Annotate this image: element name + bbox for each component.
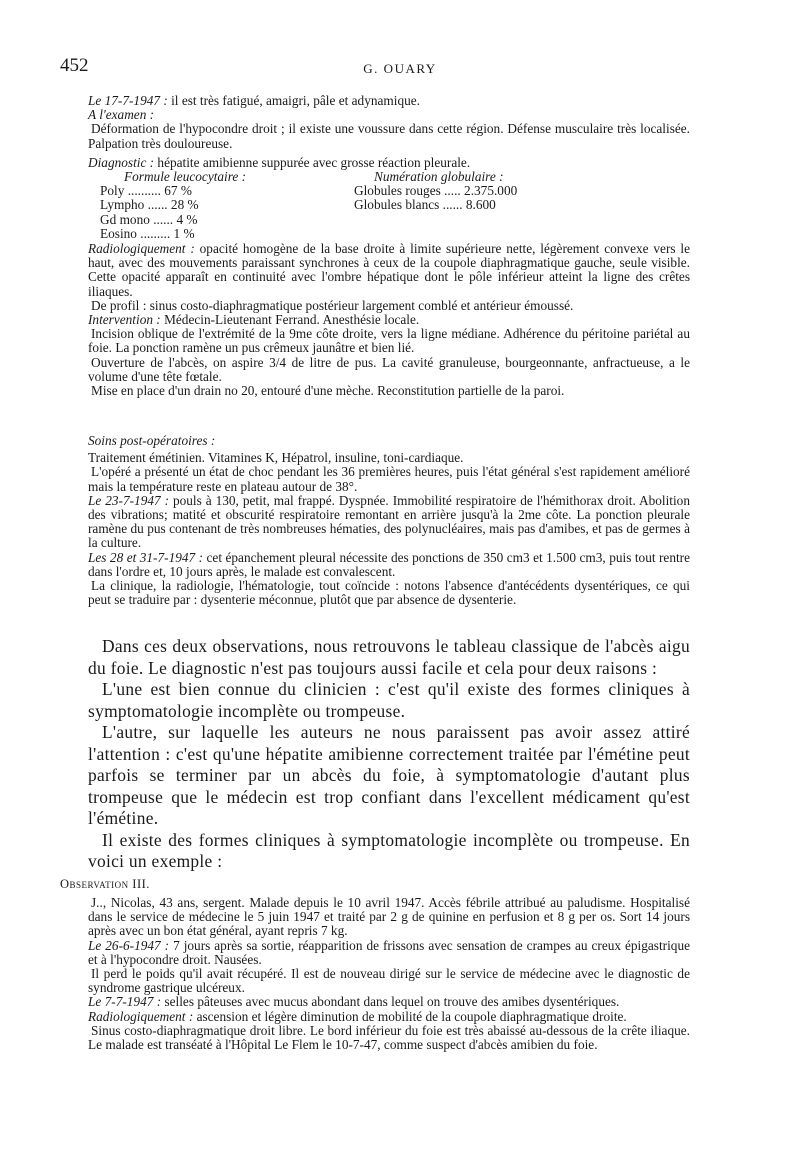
date-label: Le 17-7-1947 : [88, 93, 168, 108]
date-label: Les 28 et 31-7-1947 : [88, 549, 204, 565]
paragraph: Déformation de l'hypocondre droit ; il existe une voussure dans cette région. Défense musculaire très localisée. Palpation très douloureuse. [88, 121, 690, 151]
paragraph: Il perd le poids qu'il avait récupéré. Il est de nouveau dirigé sur le service de médecine avec le diagnostic de syndrome gastrique ulcéreux. [88, 966, 690, 996]
lab-value: Gd mono ...... 4 % [100, 211, 198, 227]
lab-table [88, 170, 690, 241]
lab-value: Globules rouges ..... 2.375.000 [354, 183, 518, 199]
date-label: Le 23-7-1947 : [88, 492, 170, 508]
formula-title: Formule leucocytaire : [124, 169, 247, 184]
paragraph: Dans ces deux observations, nous retrouvons le tableau classique de l'abcès aigu du foie. Le diagnostic n'est pas toujours aussi facile et cela pour deux raisons : [88, 636, 690, 678]
paragraph: La clinique, la radiologie, l'hématologie, tout coïncide : notons l'absence d'antécédents dysentériques, ce qui peut se traduire par : dysenterie méconnue, plutôt que par absence de dysenterie. [88, 578, 690, 608]
paragraph: Médecin-Lieutenant Ferrand. Anesthésie locale. [160, 312, 420, 328]
paragraph: Incision oblique de l'extrémité de la 9me côte droite, vers la ligne médiane. Adhérence du péritoine pariétal au foie. La ponction ramène un pus crêmeux jaunâtre et bien lié. [88, 326, 690, 356]
paragraph: Ouverture de l'abcès, on aspire 3/4 de litre de pus. La cavité granuleuse, bourgeonnante, anfractueuse, a le volume d'une tête fœtale. [88, 354, 690, 384]
paragraph: J.., Nicolas, 43 ans, sergent. Malade depuis le 10 avril 1947. Accès fébrile attribué au paludisme. Hospitalisé dans le service de médecine le 5 juin 1947 et traité par 2 g de quinine en perfusion et 8 g per os. Sort 14 jours après avec un bon état général, ayant repris 7 kg. [88, 895, 690, 939]
intervention-label: Intervention : [88, 312, 161, 328]
paragraph: Il existe des formes cliniques à symptomatologie incomplète ou trompeuse. En voici un exemple : [88, 829, 690, 871]
date-label: Le 7-7-1947 : [88, 994, 162, 1010]
paragraph: ascension et légère diminution de mobilité de la coupole diaphragmatique droite. [193, 1008, 627, 1024]
paragraph: L'autre, sur laquelle les auteurs ne nous paraissent pas avoir assez attiré l'attention : c'est qu'une hépatite amibienne correctement traitée par l'émétine peut parfois se terminer par un abcès du foie, à symptomatologie d'autant plus trompeuse que le médecin est trop confiant dans l'excellent médicament qu'est l'émétine. [88, 722, 690, 828]
paragraph: Sinus costo-diaphragmatique droit libre. Le bord inférieur du foie est très abaissé au-dessous de la crête iliaque. Le malade est transéaté à l'Hôpital Le Flem le 10-7-47, comme suspect d'abcès amibien du foie. [88, 1022, 690, 1053]
paragraph: opacité homogène de la base droite à limite supérieure nette, légèrement convexe vers le haut, avec des mouvements paraissant synchrones à ceux de la coupole diaphragmatique gauche, seule visible. Cette opacité apparaît en continuité avec l'ombre hépatique dont le pôle inférieur atteint la ligne des crêtes iliaques. [88, 241, 691, 299]
paragraph: Traitement émétinien. Vitamines K, Hépatrol, insuline, toni-cardiaque. [88, 450, 464, 466]
radio-label: Radiologiquement : [88, 241, 195, 256]
paragraph: 7 jours après sa sortie, réapparition de frissons avec sensation de crampes au creux épigastrique et à l'hypocondre droit. Nausées. [88, 937, 690, 967]
paragraph: il est très fatigué, amaigri, pâle et adynamique. [167, 93, 420, 108]
paragraph: cet épanchement pleural nécessite des ponctions de 350 cm3 et 1.500 cm3, puis tout rentre dans l'ordre et, 10 jours après, le malade est convalescent. [88, 549, 691, 579]
obs2-postop [88, 434, 690, 607]
observation-title: Observation III. [60, 877, 150, 891]
paragraph: De profil : sinus costo-diaphragmatique postérieur largement comblé et antérieur émoussé. [91, 297, 574, 313]
lab-value: Poly .......... 67 % [100, 183, 192, 199]
paragraph: selles pâteuses avec mucus abondant dans lequel on trouve des amibes dysentériques. [161, 994, 620, 1010]
diagnostic-label: Diagnostic : [88, 155, 155, 170]
running-header-author: G. OUARY [363, 61, 437, 76]
lab-value: Lympho ...... 28 % [100, 197, 199, 213]
discussion [88, 636, 690, 873]
paragraph: L'opéré a présenté un état de choc pendant les 36 premières heures, puis l'état général s'est rapidement amélioré mais la température reste en plateau autour de 38°. [88, 464, 690, 494]
radio-label: Radiologiquement : [88, 1008, 194, 1024]
exam-label: A l'examen : [88, 107, 155, 123]
obs3-body [88, 896, 690, 1052]
obs2-radiology [88, 242, 690, 398]
lab-value: Eosino ......... 1 % [100, 225, 195, 241]
lab-value: Globules blancs ...... 8.600 [354, 197, 496, 213]
obs2-intro [88, 94, 690, 151]
date-label: Le 26-6-1947 : [88, 937, 170, 953]
paragraph: hépatite amibienne suppurée avec grosse réaction pleurale. [154, 155, 471, 170]
paragraph: Mise en place d'un drain no 20, entouré d'une mèche. Reconstitution partielle de la paroi. [91, 383, 565, 399]
paragraph: pouls à 130, petit, mal frappé. Dyspnée. Immobilité respiratoire de l'hémithorax droit. Abolition des vibrations; matité et obscurité respiratoire remontant en arrière jusqu'à la 2me côte. La ponction pleurale ramène du pus contenant de très nombreuses hématies, des polynucléaires, mais pas d'amibes, et pas de germes à la culture. [88, 492, 690, 551]
page-number: 452 [60, 55, 89, 76]
numeration-title: Numération globulaire : [374, 169, 504, 184]
paragraph: L'une est bien connue du clinicien : c'est qu'il existe des formes cliniques à symptomatologie incomplète ou trompeuse. [88, 679, 690, 721]
soins-label: Soins post-opératoires : [88, 433, 216, 448]
